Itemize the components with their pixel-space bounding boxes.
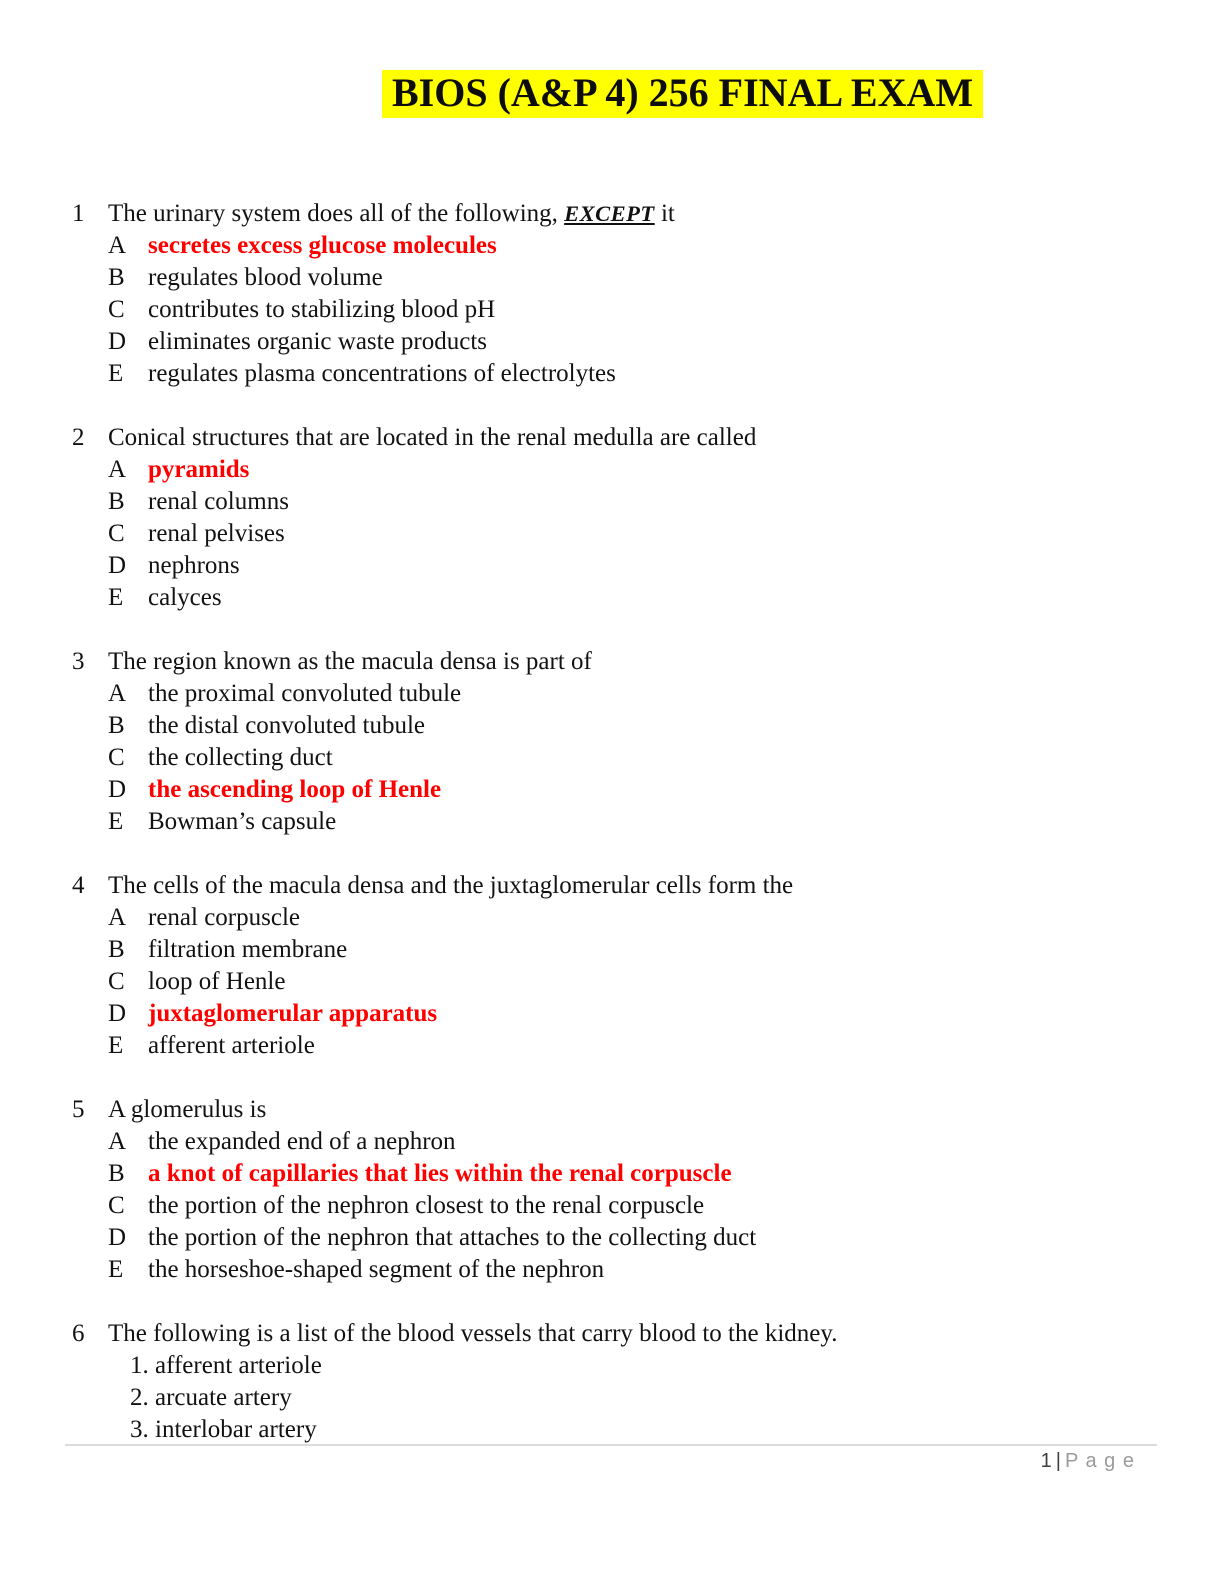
question-number: 2	[72, 424, 85, 451]
option-text: calyces	[148, 584, 222, 611]
stem-text: The following is a list of the blood vessels that carry blood to the kidney.	[108, 1320, 838, 1347]
question-stem	[108, 870, 1164, 902]
option-text: filtration membrane	[148, 936, 348, 963]
stem-text: Conical structures that are located in the renal medulla are called	[108, 424, 757, 451]
option-text-correct-answer: secretes excess glucose molecules	[148, 232, 497, 259]
option-letter: A	[108, 1128, 127, 1155]
question	[72, 1094, 1164, 1286]
option-text-correct-answer: pyramids	[148, 456, 250, 483]
footer-divider	[65, 1444, 1157, 1446]
question-stem-row	[72, 870, 1164, 902]
option-letter: D	[108, 776, 127, 803]
option-text: eliminates organic waste products	[148, 328, 488, 355]
question-stem-row	[72, 1318, 1164, 1350]
question-stem	[108, 1094, 1164, 1126]
option-text-correct-answer: a knot of capillaries that lies within the renal corpuscle	[148, 1160, 732, 1187]
answer-option	[108, 774, 1164, 806]
option-text: the expanded end of a nephron	[148, 1128, 456, 1155]
option-text: the collecting duct	[148, 744, 333, 771]
title-block	[382, 70, 983, 118]
option-text: the portion of the nephron closest to the renal corpuscle	[148, 1192, 705, 1219]
option-letter: B	[108, 712, 125, 739]
answer-option	[108, 486, 1164, 518]
option-letter: A	[108, 904, 127, 931]
question	[72, 646, 1164, 838]
option-text: renal corpuscle	[148, 904, 301, 931]
question-number: 5	[72, 1096, 85, 1123]
question-stem	[108, 198, 1164, 230]
numbered-list-item: 3. interlobar artery	[130, 1416, 317, 1443]
option-letter: E	[108, 360, 124, 387]
option-text: regulates plasma concentrations of electrolytes	[148, 360, 616, 387]
answer-option	[108, 710, 1164, 742]
option-text: Bowman’s capsule	[148, 808, 337, 835]
answer-option	[108, 902, 1164, 934]
answer-option	[108, 262, 1164, 294]
question	[72, 198, 1164, 390]
question-stem-row	[72, 198, 1164, 230]
stem-text: The region known as the macula densa is part of	[108, 648, 592, 675]
answer-option	[108, 358, 1164, 390]
option-text-correct-answer: the ascending loop of Henle	[148, 776, 442, 803]
stem-text: The urinary system does all of the following,	[108, 200, 565, 227]
footer-page-label: P a g e	[1064, 1450, 1135, 1472]
option-letter: B	[108, 488, 125, 515]
answer-option	[108, 582, 1164, 614]
option-text: the portion of the nephron that attaches to the collecting duct	[148, 1224, 757, 1251]
answer-option	[108, 1158, 1164, 1190]
answer-option	[108, 1222, 1164, 1254]
option-letter: B	[108, 264, 125, 291]
option-letter: E	[108, 808, 124, 835]
stem-text: The cells of the macula densa and the juxtaglomerular cells form the	[108, 872, 794, 899]
option-text: the horseshoe-shaped segment of the nephron	[148, 1256, 605, 1283]
option-letter: C	[108, 744, 125, 771]
answer-option	[108, 294, 1164, 326]
option-letter: A	[108, 680, 127, 707]
option-text: contributes to stabilizing blood pH	[148, 296, 496, 323]
question-stem-row	[72, 1094, 1164, 1126]
question-number: 3	[72, 648, 85, 675]
option-letter: A	[108, 232, 127, 259]
answer-option	[108, 454, 1164, 486]
numbered-list-item: 1. afferent arteriole	[130, 1352, 322, 1379]
option-letter: D	[108, 1224, 127, 1251]
footer-separator: |	[1055, 1450, 1061, 1472]
exam-title: BIOS (A&P 4) 256 FINAL EXAM	[382, 70, 983, 118]
question-number: 6	[72, 1320, 85, 1347]
question	[72, 1318, 1164, 1446]
option-letter: E	[108, 1032, 124, 1059]
stem-text: it	[654, 200, 675, 227]
answer-option	[108, 518, 1164, 550]
option-text-correct-answer: juxtaglomerular apparatus	[148, 1000, 438, 1027]
answer-option	[108, 550, 1164, 582]
question-number: 1	[72, 200, 85, 227]
stem-emphasis-text: EXCEPT	[564, 201, 655, 226]
page-footer	[1041, 1448, 1135, 1474]
option-letter: C	[108, 1192, 125, 1219]
option-letter: D	[108, 1000, 127, 1027]
question-stem-row	[72, 422, 1164, 454]
answer-option	[108, 1190, 1164, 1222]
answer-option	[108, 998, 1164, 1030]
question-stem	[108, 1318, 1164, 1350]
option-text: renal columns	[148, 488, 289, 515]
question-stem-row	[72, 646, 1164, 678]
question-number: 4	[72, 872, 85, 899]
option-letter: A	[108, 456, 127, 483]
option-text: the distal convoluted tubule	[148, 712, 426, 739]
stem-text: A glomerulus is	[108, 1096, 267, 1123]
answer-option	[108, 230, 1164, 262]
answer-option	[108, 1030, 1164, 1062]
question-stem	[108, 646, 1164, 678]
option-letter: B	[108, 1160, 125, 1187]
answer-option	[108, 934, 1164, 966]
option-letter: C	[108, 520, 125, 547]
option-letter: D	[108, 328, 127, 355]
answer-option	[108, 966, 1164, 998]
answer-option	[108, 1254, 1164, 1286]
question	[72, 870, 1164, 1062]
option-letter: D	[108, 552, 127, 579]
question	[72, 422, 1164, 614]
option-letter: E	[108, 1256, 124, 1283]
option-letter: C	[108, 968, 125, 995]
option-letter: E	[108, 584, 124, 611]
option-text: nephrons	[148, 552, 240, 579]
question-list	[72, 198, 1164, 1478]
page-number: 1	[1040, 1450, 1052, 1472]
option-letter: C	[108, 296, 125, 323]
numbered-list-item: 2. arcuate artery	[130, 1384, 292, 1411]
answer-option	[108, 1126, 1164, 1158]
answer-option	[108, 326, 1164, 358]
option-letter: B	[108, 936, 125, 963]
answer-option	[108, 806, 1164, 838]
answer-option	[108, 678, 1164, 710]
option-text: regulates blood volume	[148, 264, 383, 291]
option-text: renal pelvises	[148, 520, 285, 547]
option-text: afferent arteriole	[148, 1032, 315, 1059]
option-text: loop of Henle	[148, 968, 286, 995]
question-stem	[108, 422, 1164, 454]
option-text: the proximal convoluted tubule	[148, 680, 462, 707]
answer-option	[108, 742, 1164, 774]
